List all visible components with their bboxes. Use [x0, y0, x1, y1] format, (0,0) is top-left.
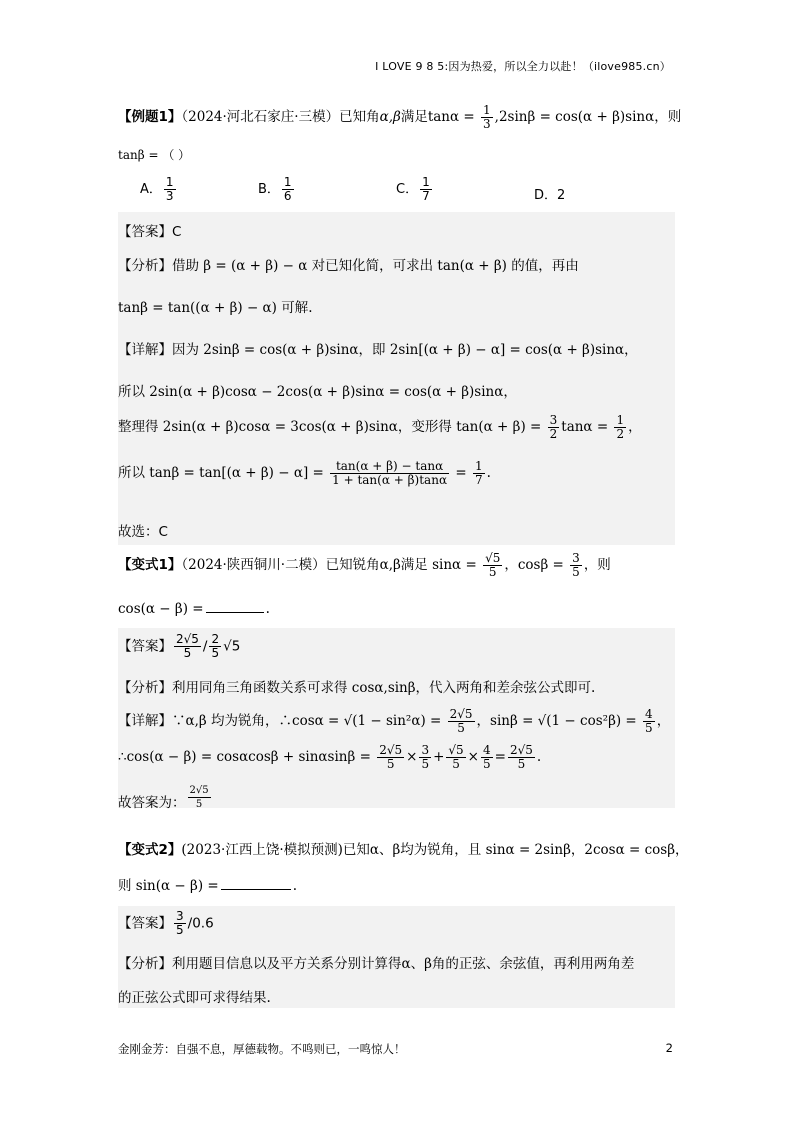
- example1-choose: 故选：C: [118, 524, 168, 540]
- example1-question: tanβ = （ ）: [118, 148, 191, 162]
- variant1-question: cos(α − β) = .: [118, 598, 270, 617]
- variant2-analysis-line2: 的正弦公式即可求得结果.: [118, 990, 271, 1006]
- example1-analysis-line1: 【分析】借助 β = (α + β) − α 对已知化简，可求出 tan(α + β) 的值，再由: [118, 258, 579, 274]
- example1-detail-line1: 【详解】因为 2sinβ = cos(α + β)sinα，即 2sin[(α + β) − α] = cos(α + β)sinα，: [118, 342, 638, 358]
- example1-cond: 满足tanα =: [400, 109, 480, 125]
- option-a[interactable]: A． $\frac{1}{3}$: [140, 175, 174, 203]
- example1-vars: α,β: [379, 109, 401, 125]
- variant2-statement: 【变式2】(2023·江西上饶·模拟预测)已知α、β均为锐角，且 sinα = 2sinβ，2cosα = cosβ，: [118, 842, 689, 858]
- example1-detail-line3: 整理得 2sin(α + β)cosα = 3cos(α + β)sinα，变形得 tan(α + β) = $\frac{3}{2}$ tanα = $\frac{1}{2}$ ，: [118, 413, 642, 441]
- example1-analysis-line2: tanβ = tan((α + β) − α) 可解.: [118, 300, 313, 316]
- option-c[interactable]: C． $\frac{1}{7}$: [396, 175, 430, 203]
- variant2-blank[interactable]: [221, 875, 291, 890]
- variant1-final: 故答案为： $\frac{2√5}{5}$: [118, 785, 209, 811]
- option-d[interactable]: D．2: [534, 188, 566, 203]
- page-footer: 金刚金芳：自强不息，厚德载物。不鸣则已，一鸣惊人！: [118, 1042, 406, 1056]
- variant1-tag: 【变式1】: [118, 557, 182, 573]
- option-b[interactable]: B． $\frac{1}{6}$: [258, 175, 292, 203]
- variant2-question: 则 sin(α − β) = .: [118, 874, 297, 894]
- page-number: 2: [665, 1041, 673, 1055]
- example1-statement: [118, 104, 681, 131]
- variant1-detail-line2: ∴cos(α − β) = cosαcosβ + sinαsinβ = $\frac{2√5}{5}$ × $\frac{3}{5}$ + $\frac{√5}{5}$ × $\frac{4}{5}$ = $\frac{2√5}{5}$ .: [118, 743, 542, 771]
- variant1-detail-line1: 【详解】∵α,β 均为锐角，∴cosα = √(1 − sin²α) = $\frac{2√5}{5}$ ，sinβ = √(1 − cos²β) = $\frac{4}{5}$ ，: [118, 707, 671, 735]
- example1-cond-post: ,2sinβ = cos(α + β)sinα，则: [494, 109, 682, 125]
- example1-source: （2024·河北石家庄·三模）已知角: [181, 109, 380, 125]
- example1-options: [140, 176, 640, 210]
- variant2-tag: 【变式2】: [118, 842, 182, 858]
- variant2-answer: 【答案】 $\frac{3}{5}$ /0.6: [118, 909, 214, 937]
- variant1-answer: 【答案】 $\frac{2√5}{5}$ / $\frac{2}{5}$ √5: [118, 632, 241, 660]
- example1-frac: $\frac{1}{3}$: [483, 103, 491, 131]
- example1-detail-line4: 所以 tanβ = tan[(α + β) − α] = $\frac{\tan(\alpha + \beta) - \tan\alpha}{1 + \tan(\alpha + \beta)\tan\alpha}$ = $\frac{1}{7}$ .: [118, 459, 491, 487]
- page-header: I LOVE 9 8 5:因为热爱，所以全力以赴！（ilove985.cn）: [375, 60, 671, 73]
- example1-tag: 【例题1】: [118, 109, 182, 125]
- variant1-blank[interactable]: [206, 598, 264, 613]
- variant1-analysis: 【分析】利用同角三角函数关系可求得 cosα,sinβ，代入两角和差余弦公式即可.: [118, 680, 596, 696]
- variant2-analysis-line1: 【分析】利用题目信息以及平方关系分别计算得α、β角的正弦、余弦值，再利用两角差: [118, 956, 635, 972]
- variant1-statement: 【变式1】（2024·陕西铜川·二模）已知锐角α,β满足 sinα = $\frac{√5}{5}$ ，cosβ = $\frac{3}{5}$ ，则: [118, 551, 611, 579]
- example1-detail-line2: 所以 2sin(α + β)cosα − 2cos(α + β)sinα = cos(α + β)sinα，: [118, 384, 517, 400]
- example1-answer: 【答案】C: [118, 224, 182, 240]
